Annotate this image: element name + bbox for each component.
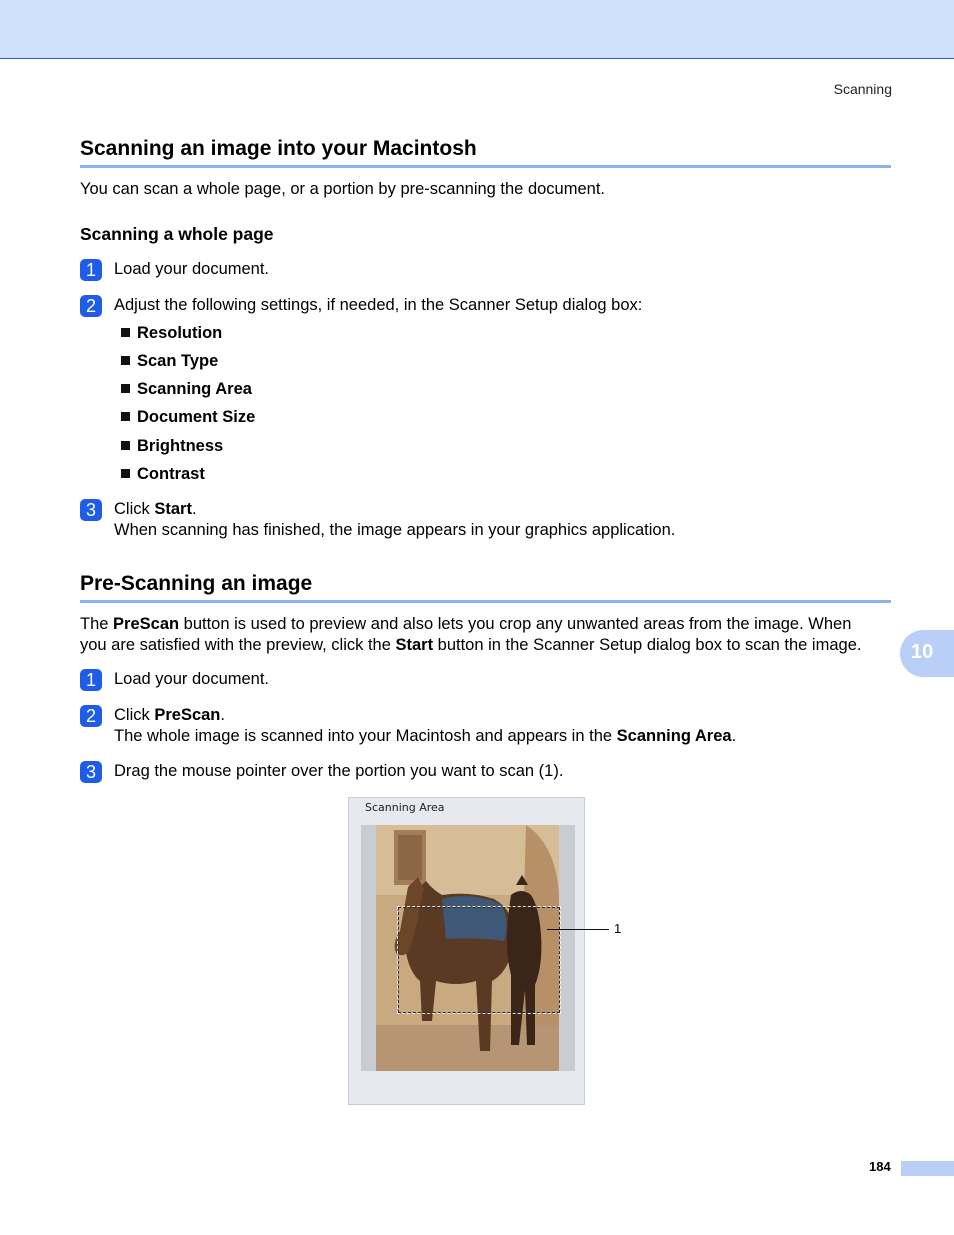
section1-intro: You can scan a whole page, or a portion by pre-scanning the document.: [80, 180, 605, 198]
page-header-band: [0, 0, 954, 59]
callout-label: 1: [614, 921, 622, 936]
scanning-area-figure: [348, 797, 585, 1105]
subheading-whole-page: Scanning a whole page: [80, 224, 274, 244]
scanning-area-title: Scanning Area: [365, 801, 445, 814]
step-number-icon: 3: [80, 499, 102, 521]
setting-item: Contrast: [121, 465, 205, 484]
step-text: Drag the mouse pointer over the portion you want to scan (1).: [114, 762, 564, 780]
setting-item: Document Size: [121, 408, 255, 427]
section2-paragraph: The PreScan button is used to preview and also lets you crop any unwanted areas from the image. When you are satisfied with the preview, click the Start button in the Scanner Setup dialog box to scan the image.: [80, 615, 862, 654]
scan-selection-box[interactable]: [397, 906, 561, 1014]
square-bullet-icon: [121, 469, 130, 478]
step-number-icon: 1: [80, 259, 102, 281]
square-bullet-icon: [121, 441, 130, 450]
step-number-icon: 2: [80, 295, 102, 317]
chapter-number: 10: [911, 641, 934, 663]
step-text: Adjust the following settings, if needed, in the Scanner Setup dialog box:: [114, 296, 643, 314]
step-number-icon: 3: [80, 761, 102, 783]
setting-item: Scanning Area: [121, 380, 252, 399]
section-heading-scanning-macintosh: Scanning an image into your Macintosh: [80, 137, 891, 168]
step-text: Click PreScan. The whole image is scanned into your Macintosh and appears in the Scanning Area.: [114, 706, 737, 745]
step-number-icon: 1: [80, 669, 102, 691]
square-bullet-icon: [121, 412, 130, 421]
page-number: 184: [869, 1159, 891, 1174]
scanning-area-preview: [361, 825, 575, 1071]
chapter-tab: [900, 630, 954, 677]
step-number-icon: 2: [80, 705, 102, 727]
section-heading-prescanning: Pre-Scanning an image: [80, 572, 891, 603]
page-number-bar: [901, 1161, 954, 1176]
square-bullet-icon: [121, 384, 130, 393]
callout-line: [547, 929, 609, 930]
step-text: Load your document.: [114, 260, 270, 278]
setting-item: Brightness: [121, 437, 223, 456]
square-bullet-icon: [121, 356, 130, 365]
step-text: Click Start. When scanning has finished, the image appears in your graphics application.: [114, 500, 676, 539]
step-text: Load your document.: [114, 670, 270, 688]
square-bullet-icon: [121, 328, 130, 337]
setting-item: Resolution: [121, 324, 222, 343]
setting-item: Scan Type: [121, 352, 218, 371]
running-head: Scanning: [833, 81, 892, 97]
